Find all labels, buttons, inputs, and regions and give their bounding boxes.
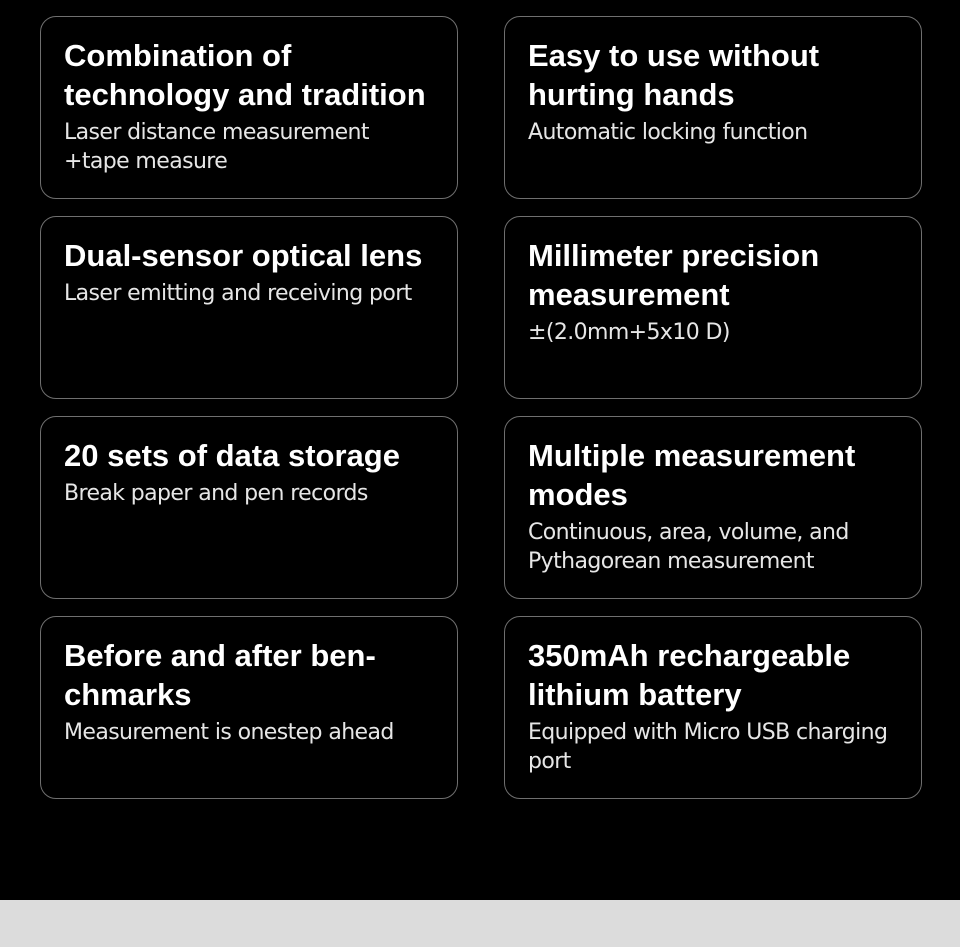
feature-card-easy-to-use <box>504 16 922 199</box>
feature-title: Millimeter precision measurement <box>528 238 820 312</box>
feature-description: Break paper and pen records <box>64 481 368 506</box>
feature-card-benchmarks <box>40 616 458 799</box>
feature-card-data-storage <box>40 416 458 599</box>
feature-description: Laser emitting and receiving port <box>64 281 412 306</box>
feature-card-technology-tradition <box>40 16 458 199</box>
feature-title: Easy to use without hurting hands <box>528 38 820 112</box>
feature-title: 20 sets of data storage <box>64 438 400 473</box>
feature-card-measurement-modes <box>504 416 922 599</box>
feature-title: Multiple measurement modes <box>528 438 856 512</box>
feature-card-dual-sensor <box>40 216 458 399</box>
feature-description: Equipped with Micro USB charging port <box>528 720 888 774</box>
feature-grid <box>40 16 922 799</box>
feature-description: Measurement is onestep ahead <box>64 720 394 745</box>
feature-description: ±(2.0mm+5x10 D) <box>528 320 730 345</box>
feature-card-battery <box>504 616 922 799</box>
feature-card-precision <box>504 216 922 399</box>
feature-title: Before and after ben-chmarks <box>64 638 376 712</box>
feature-description: Automatic locking function <box>528 120 808 145</box>
bottom-band <box>0 900 960 947</box>
feature-description: Laser distance measurement +tape measure <box>64 120 369 174</box>
feature-title: Dual-sensor optical lens <box>64 238 423 273</box>
feature-description: Continuous, area, volume, and Pythagorean measurement <box>528 520 849 574</box>
feature-title: 350mAh rechargeable lithium battery <box>528 638 851 712</box>
feature-title: Combination of technology and tradition <box>64 38 426 112</box>
